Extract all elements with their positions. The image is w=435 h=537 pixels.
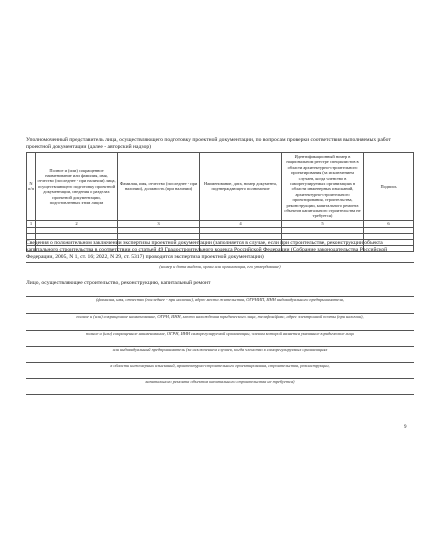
expertise-conclusion-caption: (номер и дата выдачи, орган или организация, его утвердившие)	[159, 264, 281, 269]
builder-caption-3: полное и (или) сокращенное наименование, ОГРН, ИНН саморегулируемой организации, членом которой является указанное юридическое лицо	[85, 331, 355, 336]
builder-caption-1: (фамилия, имя, отчество (последнее - при наличии), адрес места жительства, ОГРНИП, ИНН индивидуального предпринимателя,	[96, 297, 344, 302]
table-column-numbers-row	[27, 220, 414, 227]
col-header-number: N п/п	[27, 153, 36, 221]
builder-label: Лицо, осуществляющее строительство, реконструкцию, капитальный ремонт	[26, 280, 211, 286]
column-number: 6	[364, 220, 414, 227]
column-number: 4	[200, 220, 282, 227]
column-number: 1	[27, 220, 36, 227]
author-supervision-intro: Уполномоченный представитель лица, осуществляющего подготовку проектной документации, по вопросам проверки соответствия выполняемых работ проектной документации (далее - авторский надзор)	[26, 137, 391, 150]
col-header-organization: Полное и (или) сокращенное наименование или фамилия, имя, отчество (последнее - при наличии) лица, осуществляющего подготовку проектной документации, сведения о разделах проектной документации, подготовленных этим лицом	[36, 153, 118, 221]
column-number: 5	[282, 220, 364, 227]
column-number: 3	[118, 220, 200, 227]
expertise-conclusion-text: Сведения о положительном заключении экспертизы проектной документации (заполняется в случае, если при строительстве, реконструкции объекта капитального строительства в соответствии со статьей 49 Градостроительного кодекса Российской Федерации (Собрание законодательства Российской Федерации, 2005, N 1, ст. 16; 2022, N 29, ст. 5317) проводится экспертиза проектной документации)	[26, 240, 388, 260]
col-header-registry-id: Идентификационный номер в национальном реестре специалистов в области архитектурно-строительного проектирования (за исключением случаев, когда членство в саморегулируемых организациях в области инженерных изысканий, архитектурно-строительного проектирования, строительства, реконструкции, капитального ремонта объектов капитального строительства не требуется)	[282, 153, 364, 221]
table-header-row	[27, 153, 414, 221]
column-number: 2	[36, 220, 118, 227]
builder-caption-5: в области инженерных изысканий, архитектурно-строительного проектирования, строительства, реконструкции,	[110, 363, 330, 368]
col-header-full-name: Фамилия, имя, отчество (последнее - при наличии), должность (при наличии)	[118, 153, 200, 221]
builder-caption-6: капитального ремонта объектов капитального строительства не требуется)	[145, 379, 295, 384]
col-header-authority-document: Наименование, дата, номер документа, подтверждающего полномочие	[200, 153, 282, 221]
builder-line-7[interactable]	[26, 394, 414, 395]
builder-caption-4: или индивидуальный предприниматель (за исключением случаев, когда членство в саморегулируемых организациях	[112, 347, 328, 352]
col-header-signature: Подпись	[364, 153, 414, 221]
page-number: 9	[404, 425, 407, 430]
expertise-conclusion-line[interactable]	[26, 262, 414, 263]
builder-caption-2: полное и (или) сокращенное наименование, ОГРН, ИНН, место нахождения юридического лица, телефон/факс, адрес электронной почты (при наличии),	[76, 314, 364, 319]
author-supervision-table	[26, 152, 414, 252]
